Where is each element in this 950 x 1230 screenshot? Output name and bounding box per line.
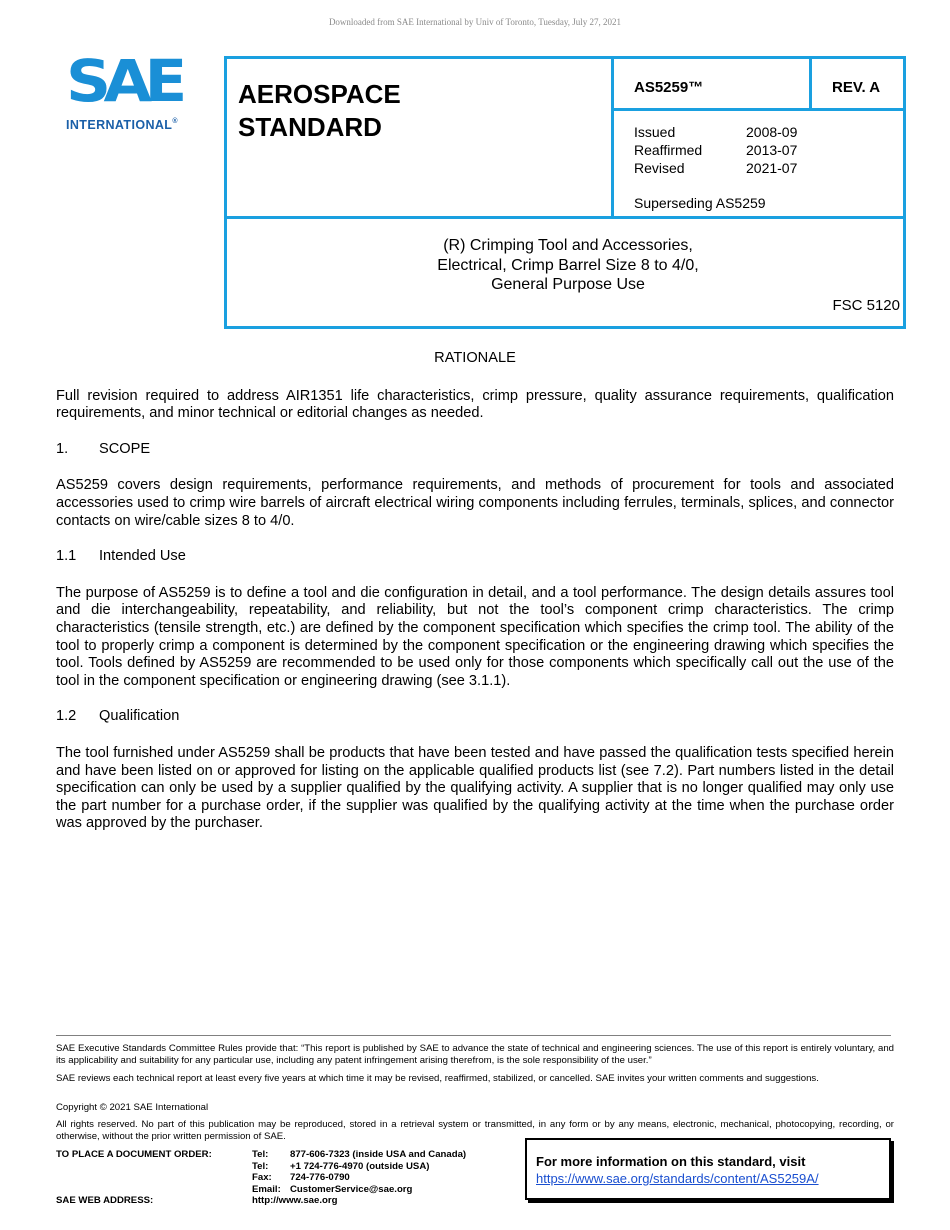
contact-row — [56, 1149, 466, 1161]
contact-label: Fax: — [252, 1172, 272, 1184]
rationale-heading: RATIONALE — [434, 350, 516, 366]
superseding-note: Superseding AS5259 — [634, 195, 766, 211]
title-line: (R) Crimping Tool and Accessories, — [443, 237, 693, 254]
sae-logo-subtitle — [66, 118, 178, 132]
divider-horizontal-title — [227, 216, 906, 219]
date-row-reaffirmed — [634, 141, 797, 159]
web-address-link[interactable]: http://www.sae.org — [252, 1195, 338, 1207]
section-number: 1.1 — [56, 548, 77, 565]
fsc-code: FSC 5120 — [832, 297, 900, 314]
footer-rules: SAE Executive Standards Committee Rules provide that: “This report is published by SAE to advance the state of technical and engineering sciences. The use of this report is entirely voluntary, and its applicability and suitability for any particular use, including any patent infringement arising therefrom, is the sole responsibility of the user.” — [56, 1043, 894, 1066]
date-label: Reaffirmed — [634, 142, 703, 158]
contact-email[interactable]: CustomerService@sae.org — [290, 1183, 413, 1195]
date-value: 2013-07 — [746, 142, 798, 158]
document-body — [56, 350, 894, 833]
date-value: 2008-09 — [746, 124, 798, 140]
contact-value: +1 724-776-4970 (outside USA) — [290, 1160, 430, 1172]
section-title: SCOPE — [99, 440, 151, 457]
sae-logo-mark: SAE — [66, 47, 180, 115]
rationale-paragraph: Full revision required to address AIR1351 life characteristics, crimp pressure, quality assurance requirements, qualification requirements, and minor technical or editorial changes as needed. — [56, 387, 894, 422]
divider-horizontal-number — [611, 108, 906, 111]
document-type-line1: AEROSPACE — [238, 79, 401, 109]
standard-header-box — [224, 56, 906, 329]
dates-table — [634, 123, 797, 177]
document-number: AS5259™ — [634, 79, 704, 96]
section-1-1-paragraph: The purpose of AS5259 is to define a tool and die configuration in detail, and a tool performance. The design details assures tool and die interchangeability, repeatability, and reliability, but not the tool’s component crimp characteristics. The crimp characteristics (tensile strength, etc.) are defined by the component specification which specifies the crimp tool. The ability of the tool to properly crimp a component is determined by the component specification or the engineering drawing which specifies the tool. Tools defined by AS5259 are recommended to be used only for those components which specifically call out the use of the tool in the component specification or engineering drawing (see 3.1.1). — [56, 584, 894, 689]
footer-divider — [56, 1035, 891, 1036]
section-title: Qualification — [99, 708, 180, 725]
footer-rights: All rights reserved. No part of this publication may be reproduced, stored in a retrieval system or transmitted, in any form or by any means, electronic, mechanical, photocopying, recording, or otherwise, without the prior written permission of SAE. — [56, 1119, 894, 1142]
order-label: TO PLACE A DOCUMENT ORDER: — [56, 1149, 212, 1160]
section-1-2-heading — [56, 708, 894, 726]
section-number: 1.2 — [56, 708, 77, 725]
date-label: Issued — [634, 124, 676, 140]
document-type-line2: STANDARD — [238, 112, 382, 142]
section-1-paragraph: AS5259 covers design requirements, performance requirements, and methods of procurement for tools and associated accessories used to crimp wire barrels of aircraft electrical wiring components including ferrules, terminals, splices, and connector contacts on wire/cable sizes 8 to 4/0. — [56, 477, 894, 529]
contact-row — [56, 1184, 466, 1196]
web-label: SAE WEB ADDRESS: — [56, 1195, 154, 1207]
download-notice: Downloaded from SAE International by Univ of Toronto, Tuesday, July 27, 2021 — [328, 17, 622, 27]
logo-subtitle-text: INTERNATIONAL — [66, 118, 173, 132]
contact-row — [56, 1161, 466, 1173]
section-1-heading — [56, 441, 894, 459]
contact-row — [56, 1195, 466, 1207]
divider-vertical-main — [611, 59, 614, 219]
standard-title — [227, 236, 909, 295]
contact-row — [56, 1172, 466, 1184]
date-row-revised — [634, 159, 797, 177]
contact-value: 724-776-0790 — [290, 1172, 350, 1184]
divider-vertical-rev — [809, 59, 812, 111]
date-label: Revised — [634, 160, 685, 176]
document-type — [238, 78, 401, 144]
revision-label: REV. A — [832, 79, 881, 96]
standard-url-link[interactable]: https://www.sae.org/standards/content/AS5259A/ — [536, 1171, 819, 1186]
footer-review: SAE reviews each technical report at least every five years at which time it may be revised, reaffirmed, stabilized, or cancelled. SAE invites your written comments and suggestions. — [56, 1073, 819, 1084]
section-1-1-heading — [56, 548, 894, 566]
contact-label: Tel: — [252, 1149, 269, 1160]
title-line: General Purpose Use — [491, 276, 645, 293]
date-row-issued — [634, 123, 797, 141]
section-1-2-paragraph: The tool furnished under AS5259 shall be products that have been tested and have passed the qualification tests specified herein and have been listed on or approved for listing on the applicable qualified products list (see 7.2). Part numbers listed in the detail specification can only be used by a supplier qualified by the qualifying activity. A supplier that is no longer qualified may only use the part number for a purchase order, if the supplier was qualified by the qualifying activity at the time when the purchase order was approved by the purchaser. — [56, 744, 894, 832]
order-contacts — [56, 1149, 466, 1207]
section-number: 1. — [56, 440, 69, 457]
more-info-box — [525, 1138, 891, 1200]
section-title: Intended Use — [99, 548, 186, 565]
registered-mark: ® — [172, 118, 178, 125]
contact-label: Tel: — [252, 1160, 269, 1172]
title-line: Electrical, Crimp Barrel Size 8 to 4/0, — [437, 256, 699, 274]
contact-label: Email: — [252, 1183, 281, 1195]
contact-value: 877-606-7323 (inside USA and Canada) — [290, 1149, 467, 1160]
date-value: 2021-07 — [746, 160, 798, 176]
more-info-title: For more information on this standard, visit — [536, 1154, 806, 1169]
footer-copyright: Copyright © 2021 SAE International — [56, 1102, 209, 1113]
